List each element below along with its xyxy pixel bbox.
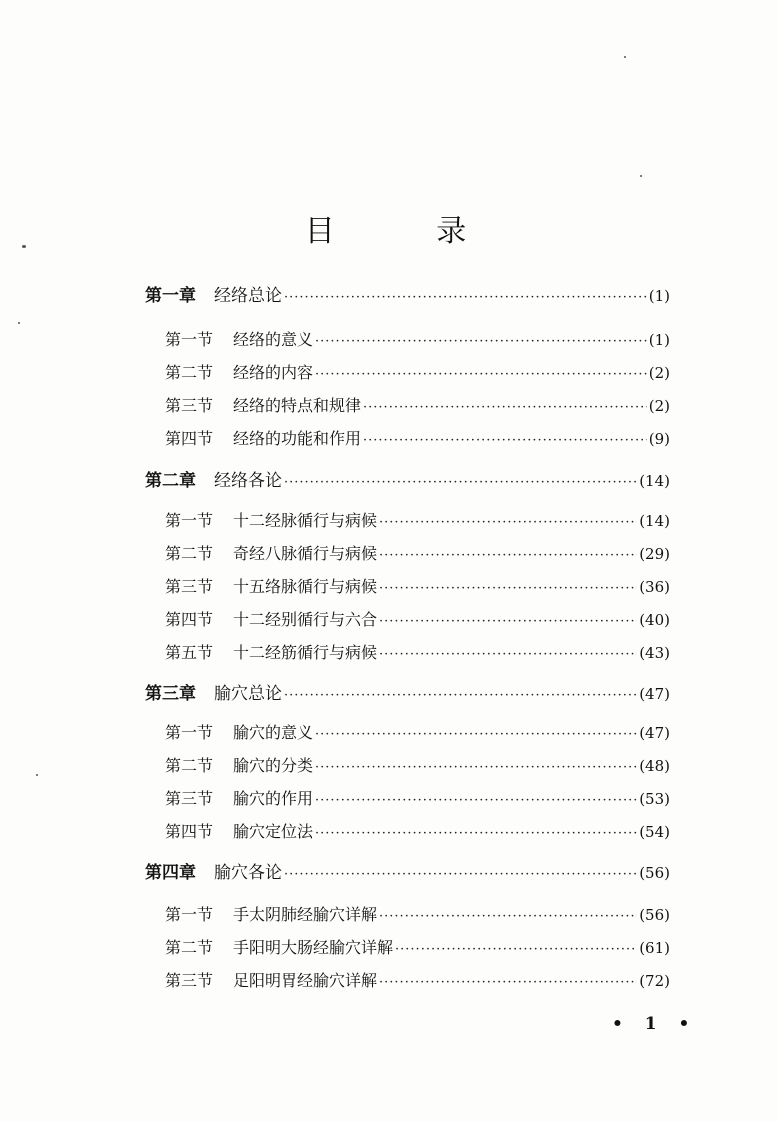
toc-entry [165, 360, 670, 386]
toc-entry [145, 860, 670, 886]
entry-page: (1) [648, 331, 670, 349]
page-title: 目 录 [304, 214, 513, 249]
leader-dots [363, 395, 647, 421]
entry-page: (9) [648, 430, 670, 448]
toc-entry [165, 968, 670, 994]
toc-entry [165, 426, 670, 452]
entry-title: 足阳明胃经腧穴详解 [233, 971, 378, 990]
leader-dots [379, 642, 637, 668]
entry-page: (61) [639, 939, 670, 957]
toc-entry [165, 786, 670, 812]
toc-entry [145, 468, 670, 494]
entry-title: 腧穴各论 [214, 863, 282, 883]
entry-label: 第五节 [165, 643, 214, 662]
entry-page: (56) [639, 864, 670, 882]
toc-entry [165, 720, 670, 746]
entry-title: 十五络脉循行与病候 [233, 577, 378, 596]
toc-entry [165, 393, 670, 419]
entry-page: (56) [639, 906, 670, 924]
entry-title: 十二经筋循行与病候 [233, 643, 378, 662]
entry-title: 十二经脉循行与病候 [233, 511, 378, 530]
entry-title: 手太阴肺经腧穴详解 [233, 905, 378, 924]
entry-label: 第一节 [165, 330, 214, 349]
entry-title: 经络的功能和作用 [233, 429, 362, 448]
leader-dots [379, 576, 637, 602]
leader-dots [315, 788, 637, 814]
entry-page: (29) [639, 545, 670, 563]
scan-speck [22, 245, 26, 248]
leader-dots [363, 428, 647, 454]
entry-title: 经络的特点和规律 [233, 396, 362, 415]
toc-entry [165, 541, 670, 567]
scan-speck [624, 56, 626, 58]
entry-page: (47) [639, 724, 670, 742]
toc-entry [165, 574, 670, 600]
entry-label: 第二节 [165, 938, 214, 957]
entry-label: 第一节 [165, 723, 214, 742]
entry-page: (36) [639, 578, 670, 596]
entry-title: 奇经八脉循行与病候 [233, 544, 378, 563]
entry-page: (43) [639, 644, 670, 662]
toc-entry [145, 283, 670, 309]
scan-speck [36, 774, 38, 776]
entry-label: 第三节 [165, 396, 214, 415]
entry-page: (1) [648, 287, 670, 305]
leader-dots [284, 683, 637, 709]
leader-dots [315, 821, 637, 847]
toc-entry [165, 753, 670, 779]
toc-entry [165, 902, 670, 928]
entry-page: (2) [648, 397, 670, 415]
entry-page: (54) [639, 823, 670, 841]
entry-page: (14) [639, 512, 670, 530]
entry-title: 经络的内容 [233, 363, 314, 382]
entry-title: 腧穴的分类 [233, 756, 314, 775]
scan-speck [18, 322, 20, 324]
leader-dots [315, 329, 647, 355]
leader-dots [315, 362, 647, 388]
entry-title: 十二经别循行与六合 [233, 610, 378, 629]
toc-entry [165, 935, 670, 961]
leader-dots [379, 543, 637, 569]
entry-title: 腧穴的作用 [233, 789, 314, 808]
entry-page: (40) [639, 611, 670, 629]
leader-dots [379, 970, 637, 996]
entry-label: 第四节 [165, 429, 214, 448]
leader-dots [284, 285, 647, 311]
entry-label: 第二章 [145, 471, 196, 491]
entry-page: (14) [639, 472, 670, 490]
entry-page: (47) [639, 685, 670, 703]
entry-label: 第二节 [165, 756, 214, 775]
toc-entry [165, 819, 670, 845]
toc-entry [145, 681, 670, 707]
toc-entry [165, 327, 670, 353]
entry-label: 第四章 [145, 863, 196, 883]
entry-label: 第四节 [165, 610, 214, 629]
entry-label: 第三节 [165, 971, 214, 990]
leader-dots [315, 722, 637, 748]
entry-title: 腧穴总论 [214, 684, 282, 704]
entry-title: 腧穴的意义 [233, 723, 314, 742]
leader-dots [284, 470, 637, 496]
entry-label: 第一节 [165, 905, 214, 924]
page-number: • 1 • [612, 1014, 698, 1034]
entry-page: (2) [648, 364, 670, 382]
entry-label: 第二节 [165, 363, 214, 382]
entry-title: 经络的意义 [233, 330, 314, 349]
entry-label: 第四节 [165, 822, 214, 841]
entry-page: (72) [639, 972, 670, 990]
leader-dots [379, 904, 637, 930]
leader-dots [379, 510, 637, 536]
entry-title: 腧穴定位法 [233, 822, 314, 841]
entry-label: 第一节 [165, 511, 214, 530]
toc-entry [165, 607, 670, 633]
entry-page: (48) [639, 757, 670, 775]
entry-title: 手阳明大肠经腧穴详解 [233, 938, 394, 957]
entry-label: 第二节 [165, 544, 214, 563]
leader-dots [379, 609, 637, 635]
leader-dots [315, 755, 637, 781]
leader-dots [395, 937, 637, 963]
entry-title: 经络总论 [214, 286, 282, 306]
entry-title: 经络各论 [214, 471, 282, 491]
scan-speck [640, 175, 642, 177]
entry-label: 第三节 [165, 789, 214, 808]
toc-entry [165, 508, 670, 534]
entry-label: 第三节 [165, 577, 214, 596]
leader-dots [284, 862, 637, 888]
entry-page: (53) [639, 790, 670, 808]
entry-label: 第三章 [145, 684, 196, 704]
entry-label: 第一章 [145, 286, 196, 306]
toc-entry [165, 640, 670, 666]
